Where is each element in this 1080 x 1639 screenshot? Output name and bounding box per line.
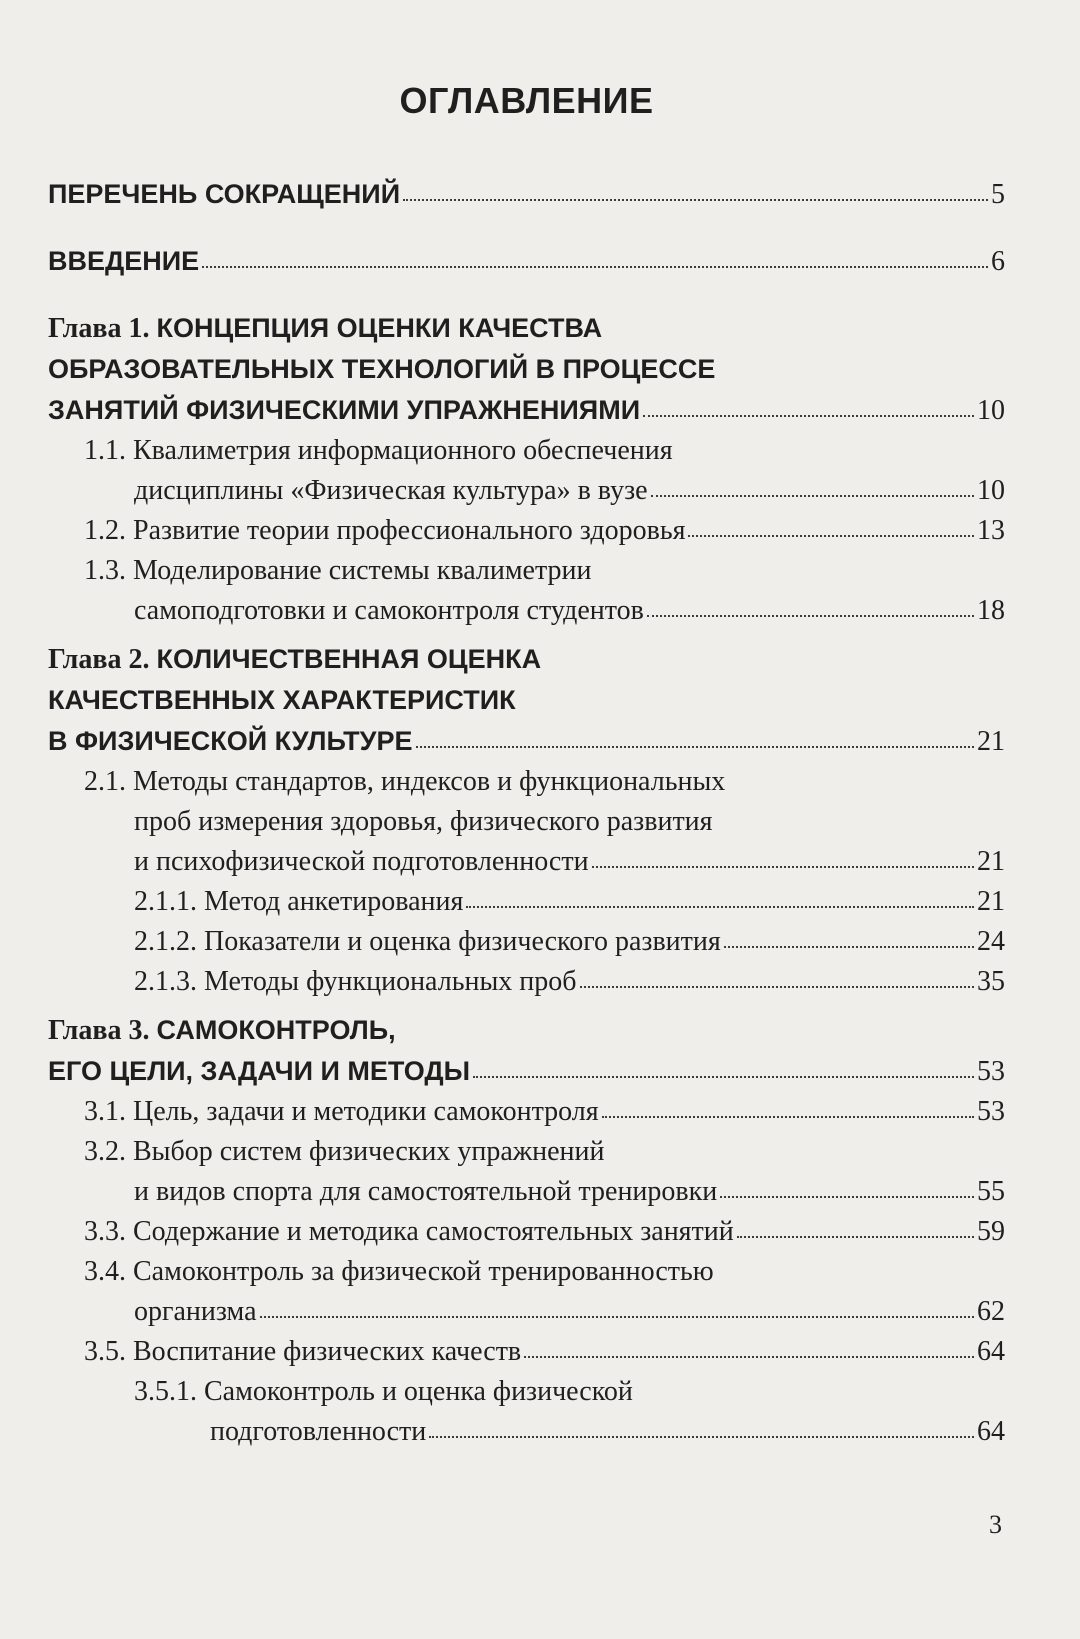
toc-page-number: 21 bbox=[977, 846, 1005, 877]
section-title: 3.1. Цель, задачи и методики самоконтроля bbox=[84, 1096, 599, 1127]
toc-entry-subsection-2-1-2[interactable] bbox=[48, 922, 1005, 962]
page-number: 3 bbox=[989, 1510, 1002, 1539]
toc-page-number: 21 bbox=[977, 726, 1005, 757]
toc-entry-section-3-3[interactable] bbox=[48, 1212, 1005, 1252]
toc-entry-section-3-4[interactable] bbox=[48, 1252, 1005, 1332]
toc-page-number: 10 bbox=[977, 395, 1005, 426]
section-title-line: 2.1. Методы стандартов, индексов и функциональных bbox=[84, 766, 726, 797]
toc-page-number: 13 bbox=[977, 515, 1005, 546]
toc-page-number: 55 bbox=[977, 1176, 1005, 1207]
toc-entry-section-2-1[interactable] bbox=[48, 762, 1005, 882]
toc-entry-text: ПЕРЕЧЕНЬ СОКРАЩЕНИЙ bbox=[48, 179, 401, 209]
chapter-title-line: КАЧЕСТВЕННЫХ ХАРАКТЕРИСТИК bbox=[48, 685, 516, 715]
toc-page-number: 18 bbox=[977, 595, 1005, 626]
subsection-title-line: 3.5.1. Самоконтроль и оценка физической bbox=[134, 1376, 633, 1407]
toc-entry-chapter-1[interactable] bbox=[48, 308, 1005, 431]
chapter-title-line: КОЛИЧЕСТВЕННАЯ ОЦЕНКА bbox=[156, 644, 542, 674]
dot-leader bbox=[724, 940, 974, 948]
section-title: 1.2. Развитие теории профессионального здоровья bbox=[84, 515, 686, 546]
dot-leader bbox=[592, 860, 974, 868]
chapter-prefix: Глава 3. bbox=[48, 1015, 150, 1046]
subsection-title: 2.1.3. Методы функциональных проб bbox=[134, 966, 577, 997]
section-title-line: самоподготовки и самоконтроля студентов bbox=[134, 595, 644, 626]
dot-leader bbox=[602, 1110, 974, 1118]
toc-page-number: 64 bbox=[977, 1416, 1005, 1447]
subsection-title-line: подготовленности bbox=[210, 1416, 427, 1447]
toc-page-number: 35 bbox=[977, 966, 1005, 997]
subsection-title: 2.1.2. Показатели и оценка физического развития bbox=[134, 926, 721, 957]
chapter-title-line: КОНЦЕПЦИЯ ОЦЕНКИ КАЧЕСТВА bbox=[156, 313, 603, 343]
toc-page-number: 53 bbox=[977, 1056, 1005, 1087]
toc-entry-chapter-3[interactable] bbox=[48, 1010, 1005, 1092]
dot-leader bbox=[643, 409, 974, 417]
chapter-title-line: ЕГО ЦЕЛИ, ЗАДАЧИ И МЕТОДЫ bbox=[48, 1056, 471, 1086]
toc-page-number: 5 bbox=[991, 179, 1005, 210]
toc-entry-abbreviations[interactable] bbox=[48, 174, 1005, 215]
section-title-line: 3.4. Самоконтроль за физической тренированностью bbox=[84, 1256, 714, 1287]
dot-leader bbox=[403, 193, 988, 201]
dot-leader bbox=[651, 489, 974, 497]
section-title-line: и психофизической подготовленности bbox=[134, 846, 589, 877]
chapter-title-line: САМОКОНТРОЛЬ, bbox=[156, 1015, 396, 1045]
section-title: 3.5. Воспитание физических качеств bbox=[84, 1336, 522, 1367]
chapter-title-line: В ФИЗИЧЕСКОЙ КУЛЬТУРЕ bbox=[48, 726, 413, 756]
section-title-line: дисциплины «Физическая культура» в вузе bbox=[134, 475, 648, 506]
section-title-line: 1.1. Квалиметрия информационного обеспечения bbox=[84, 435, 673, 466]
toc-entry-section-3-5[interactable] bbox=[48, 1332, 1005, 1372]
toc-entry-section-3-2[interactable] bbox=[48, 1132, 1005, 1212]
toc-page-number: 24 bbox=[977, 926, 1005, 957]
toc-entry-section-1-3[interactable] bbox=[48, 551, 1005, 631]
toc-entry-text: ВВЕДЕНИЕ bbox=[48, 246, 200, 276]
toc-page-number: 53 bbox=[977, 1096, 1005, 1127]
toc-entry-introduction[interactable] bbox=[48, 241, 1005, 282]
toc-page-number: 21 bbox=[977, 886, 1005, 917]
section-title-line: 1.3. Моделирование системы квалиметрии bbox=[84, 555, 592, 586]
toc-page-number: 59 bbox=[977, 1216, 1005, 1247]
chapter-title-line: ЗАНЯТИЙ ФИЗИЧЕСКИМИ УПРАЖНЕНИЯМИ bbox=[48, 395, 641, 425]
dot-leader bbox=[466, 900, 974, 908]
chapter-prefix: Глава 2. bbox=[48, 644, 150, 675]
dot-leader bbox=[260, 1310, 975, 1318]
dot-leader bbox=[580, 980, 974, 988]
chapter-title-line: ОБРАЗОВАТЕЛЬНЫХ ТЕХНОЛОГИЙ В ПРОЦЕССЕ bbox=[48, 354, 716, 384]
page-title: ОГЛАВЛЕНИЕ bbox=[399, 80, 654, 121]
toc-entry-section-1-2[interactable] bbox=[48, 511, 1005, 551]
section-title: 3.3. Содержание и методика самостоятельных занятий bbox=[84, 1216, 734, 1247]
toc-entry-chapter-2[interactable] bbox=[48, 639, 1005, 762]
chapter-prefix: Глава 1. bbox=[48, 313, 150, 344]
toc-page-number: 64 bbox=[977, 1336, 1005, 1367]
dot-leader bbox=[737, 1230, 974, 1238]
dot-leader bbox=[647, 609, 974, 617]
subsection-title: 2.1.1. Метод анкетирования bbox=[134, 886, 464, 917]
toc-page-number: 6 bbox=[991, 246, 1005, 277]
toc-entry-subsection-2-1-3[interactable] bbox=[48, 962, 1005, 1002]
dot-leader bbox=[429, 1430, 974, 1438]
toc-entry-section-3-1[interactable] bbox=[48, 1092, 1005, 1132]
toc-entry-section-1-1[interactable] bbox=[48, 431, 1005, 511]
dot-leader bbox=[473, 1070, 974, 1078]
toc-page-number: 62 bbox=[977, 1296, 1005, 1327]
dot-leader bbox=[524, 1350, 974, 1358]
table-of-contents bbox=[48, 80, 1005, 1452]
section-title-line: проб измерения здоровья, физического развития bbox=[134, 806, 713, 837]
section-title-line: 3.2. Выбор систем физических упражнений bbox=[84, 1136, 605, 1167]
toc-entry-subsection-2-1-1[interactable] bbox=[48, 882, 1005, 922]
section-title-line: организма bbox=[134, 1296, 257, 1327]
dot-leader bbox=[688, 529, 974, 537]
dot-leader bbox=[720, 1190, 974, 1198]
section-title-line: и видов спорта для самостоятельной тренировки bbox=[134, 1176, 718, 1207]
toc-entry-subsection-3-5-1[interactable] bbox=[48, 1372, 1005, 1452]
dot-leader bbox=[416, 740, 975, 748]
dot-leader bbox=[202, 260, 988, 268]
toc-page-number: 10 bbox=[977, 475, 1005, 506]
